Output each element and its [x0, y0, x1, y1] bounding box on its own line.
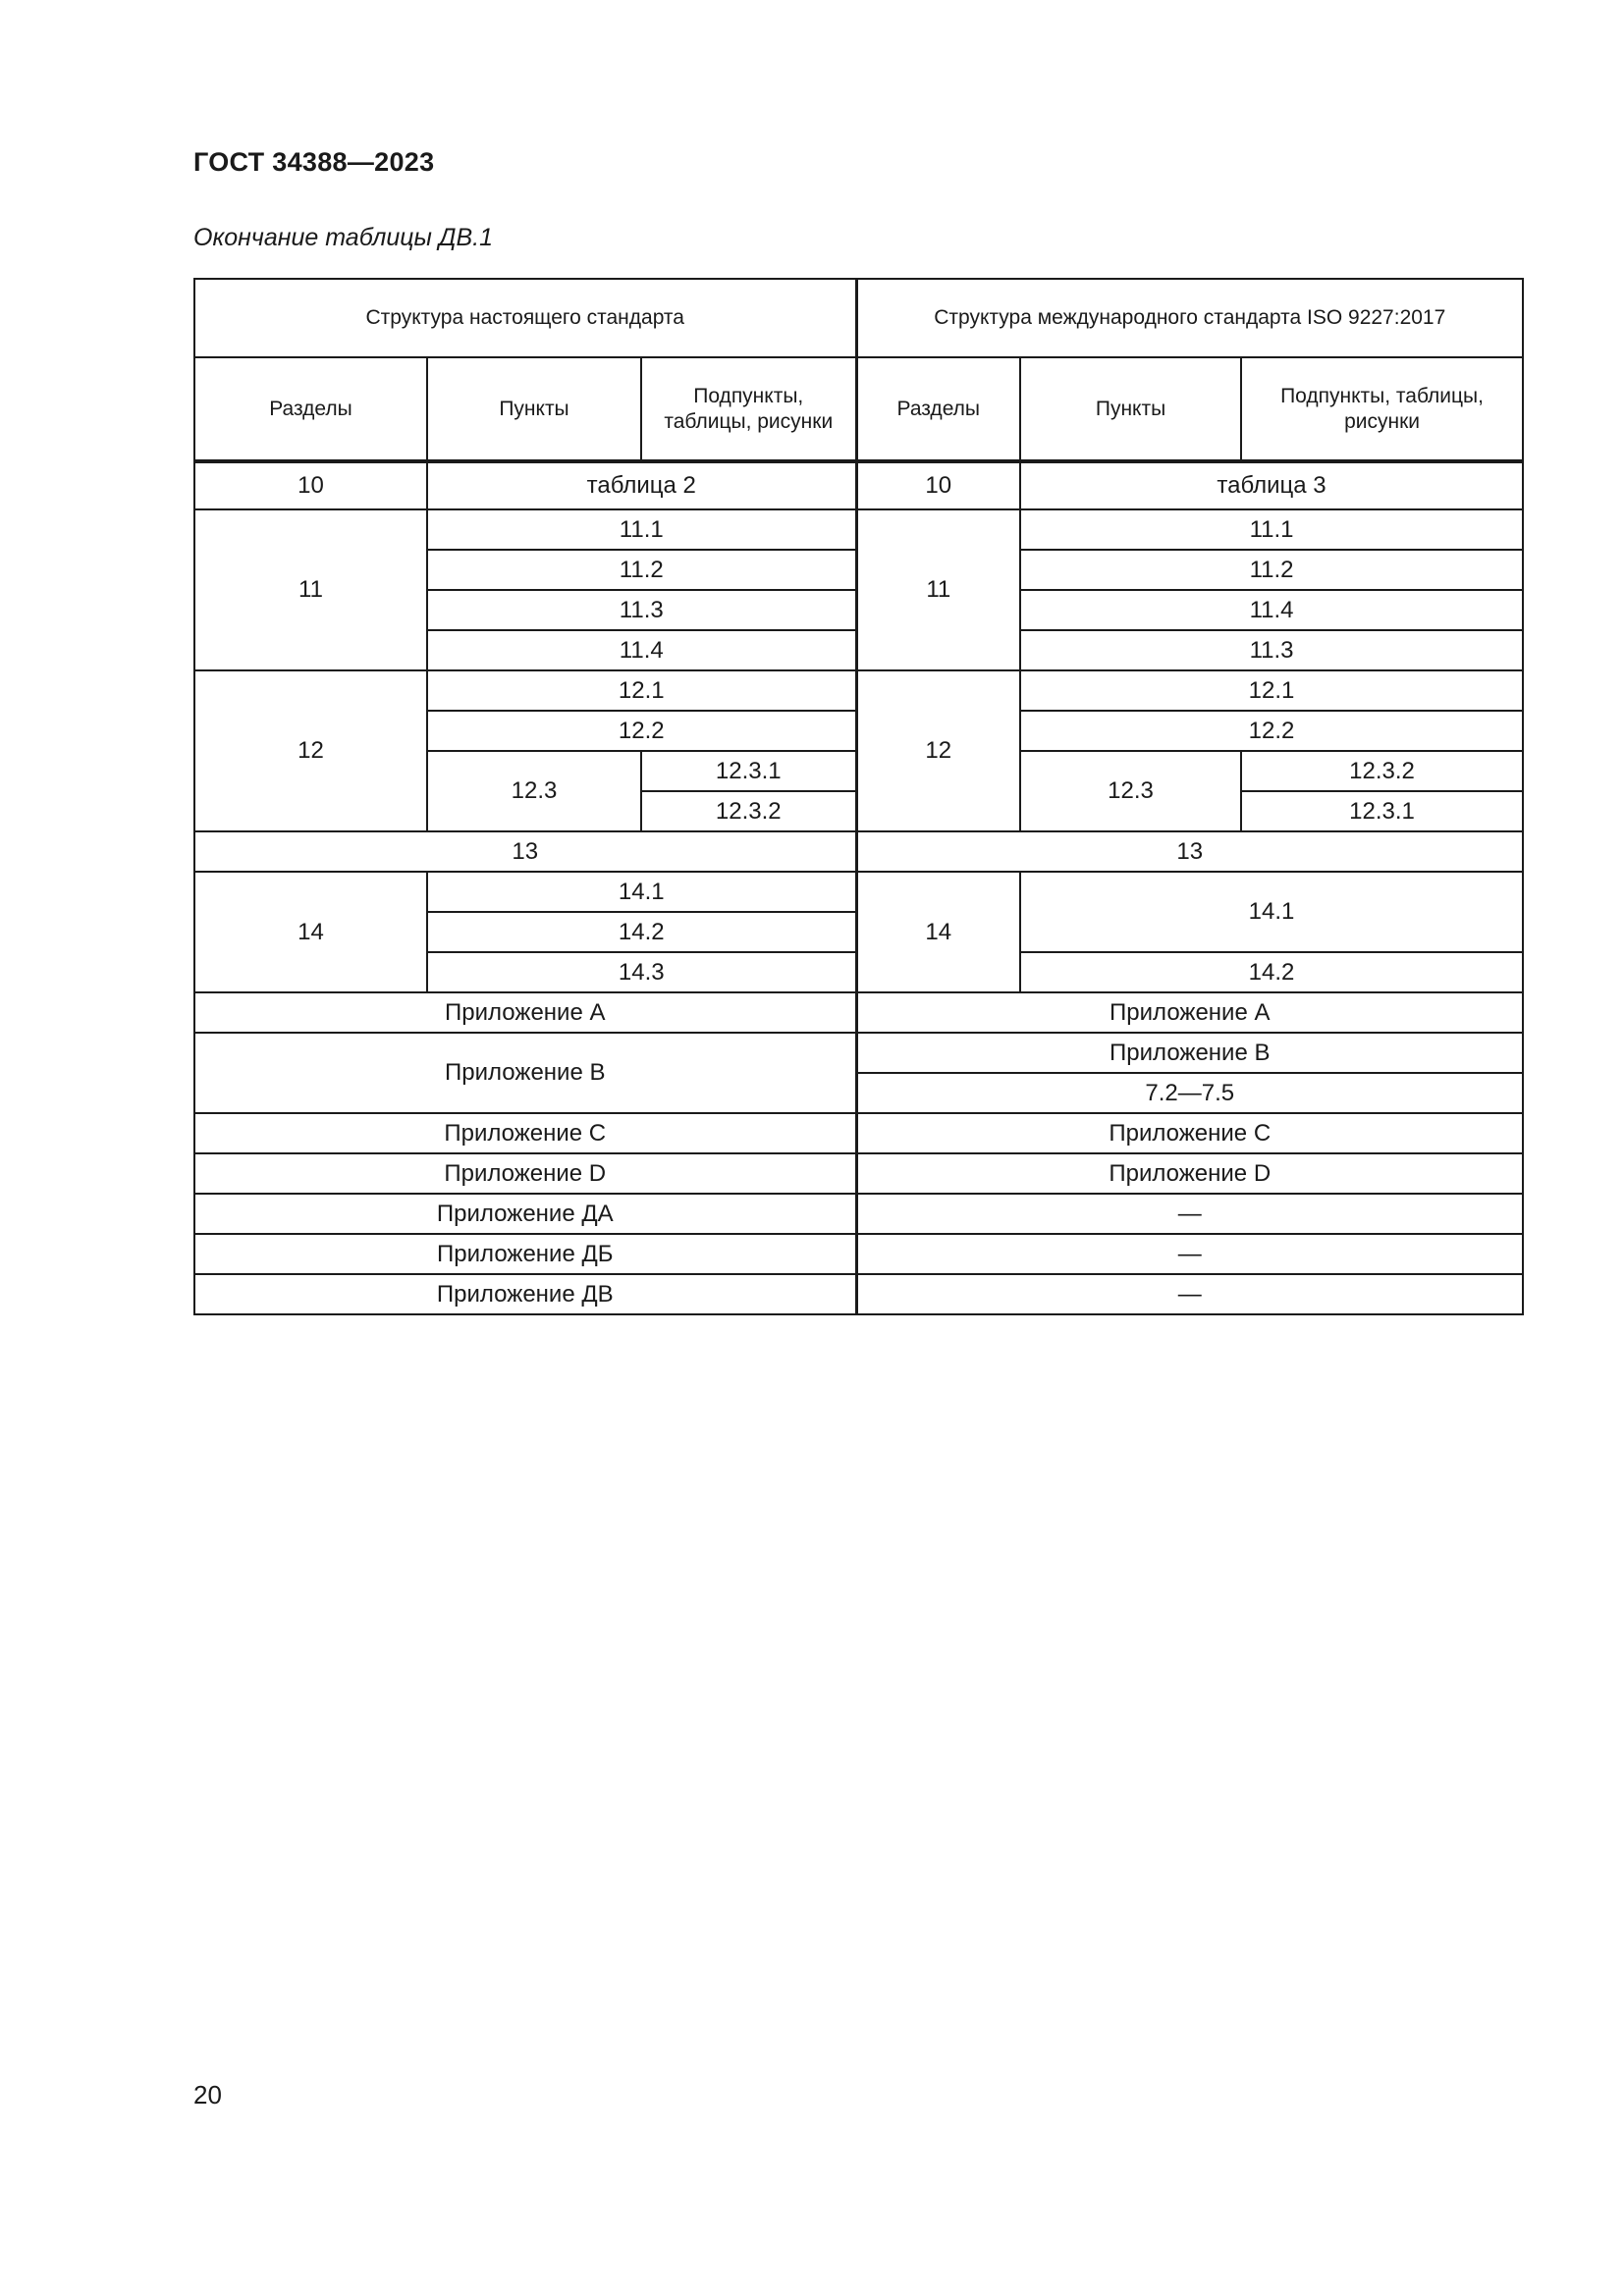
table-row: [194, 1153, 1523, 1194]
cell-right-section: 11: [856, 509, 1020, 670]
cell-left-ref: таблица 2: [427, 461, 856, 509]
table-row: [194, 1113, 1523, 1153]
col-header-right-clauses: Пункты: [1020, 357, 1241, 461]
cell-right-annex: —: [856, 1274, 1523, 1314]
table-row: [194, 509, 1523, 550]
cell-right-clause: 11.1: [1020, 509, 1523, 550]
col-header-left-clauses: Пункты: [427, 357, 641, 461]
cell-right-ref: таблица 3: [1020, 461, 1523, 509]
group-header-left: Структура настоящего стандарта: [194, 279, 856, 357]
cell-left-clause: 14.1: [427, 872, 856, 912]
cell-left-annex: Приложение A: [194, 992, 856, 1033]
group-header-row: [194, 279, 1523, 357]
col-header-right-subclauses: Подпункты, таблицы, рисунки: [1241, 357, 1523, 461]
cell-right-section: 13: [856, 831, 1523, 872]
table-row: [194, 461, 1523, 509]
cell-right-subclause: 12.3.1: [1241, 791, 1523, 831]
cell-left-section: 10: [194, 461, 427, 509]
table-row: [194, 670, 1523, 711]
cell-left-annex: Приложение ДВ: [194, 1274, 856, 1314]
table-row: [194, 872, 1523, 912]
cell-left-section: 11: [194, 509, 427, 670]
cell-left-annex: Приложение B: [194, 1033, 856, 1113]
cell-right-clause: 11.4: [1020, 590, 1523, 630]
cell-right-annex: Приложение D: [856, 1153, 1523, 1194]
group-header-right: Структура международного стандарта ISO 9227:2017: [856, 279, 1523, 357]
col-header-left-subclauses: Подпункты, таблицы, рисунки: [641, 357, 856, 461]
table-row: [194, 1033, 1523, 1073]
cell-right-clause: 12.2: [1020, 711, 1523, 751]
cell-right-annex: 7.2—7.5: [856, 1073, 1523, 1113]
page-number: 20: [193, 2080, 222, 2109]
cell-left-clause: 11.1: [427, 509, 856, 550]
structure-comparison-table: [193, 278, 1524, 1315]
cell-right-section: 10: [856, 461, 1020, 509]
cell-right-clause: 11.3: [1020, 630, 1523, 670]
cell-left-subclause: 12.3.2: [641, 791, 856, 831]
cell-right-clause: 14.2: [1020, 952, 1523, 992]
cell-left-section: 14: [194, 872, 427, 992]
cell-left-clause: 12.2: [427, 711, 856, 751]
cell-left-annex: Приложение ДА: [194, 1194, 856, 1234]
table-row: [194, 1274, 1523, 1314]
table-caption: Окончание таблицы ДВ.1: [193, 224, 493, 251]
cell-right-annex: —: [856, 1234, 1523, 1274]
cell-left-clause: 14.2: [427, 912, 856, 952]
cell-right-annex: Приложение C: [856, 1113, 1523, 1153]
table-row: [194, 1234, 1523, 1274]
column-header-row: [194, 357, 1523, 461]
cell-left-clause: 11.2: [427, 550, 856, 590]
cell-right-clause: 11.2: [1020, 550, 1523, 590]
cell-left-clause: 14.3: [427, 952, 856, 992]
cell-right-clause: 14.1: [1020, 872, 1523, 952]
cell-left-clause: 11.4: [427, 630, 856, 670]
table-row: [194, 831, 1523, 872]
cell-left-clause: 11.3: [427, 590, 856, 630]
cell-right-clause: 12.3: [1020, 751, 1241, 831]
cell-left-annex: Приложение C: [194, 1113, 856, 1153]
cell-right-section: 14: [856, 872, 1020, 992]
cell-right-annex: Приложение A: [856, 992, 1523, 1033]
col-header-right-sections: Разделы: [856, 357, 1020, 461]
cell-left-clause: 12.1: [427, 670, 856, 711]
document-code: ГОСТ 34388—2023: [193, 147, 435, 177]
table-row: [194, 1194, 1523, 1234]
cell-left-annex: Приложение ДБ: [194, 1234, 856, 1274]
cell-left-section: 12: [194, 670, 427, 831]
cell-left-annex: Приложение D: [194, 1153, 856, 1194]
col-header-left-sections: Разделы: [194, 357, 427, 461]
cell-right-annex: Приложение B: [856, 1033, 1523, 1073]
cell-left-subclause: 12.3.1: [641, 751, 856, 791]
cell-right-annex: —: [856, 1194, 1523, 1234]
cell-left-section: 13: [194, 831, 856, 872]
cell-right-subclause: 12.3.2: [1241, 751, 1523, 791]
cell-right-clause: 12.1: [1020, 670, 1523, 711]
cell-left-clause: 12.3: [427, 751, 641, 831]
table-row: [194, 992, 1523, 1033]
cell-right-section: 12: [856, 670, 1020, 831]
